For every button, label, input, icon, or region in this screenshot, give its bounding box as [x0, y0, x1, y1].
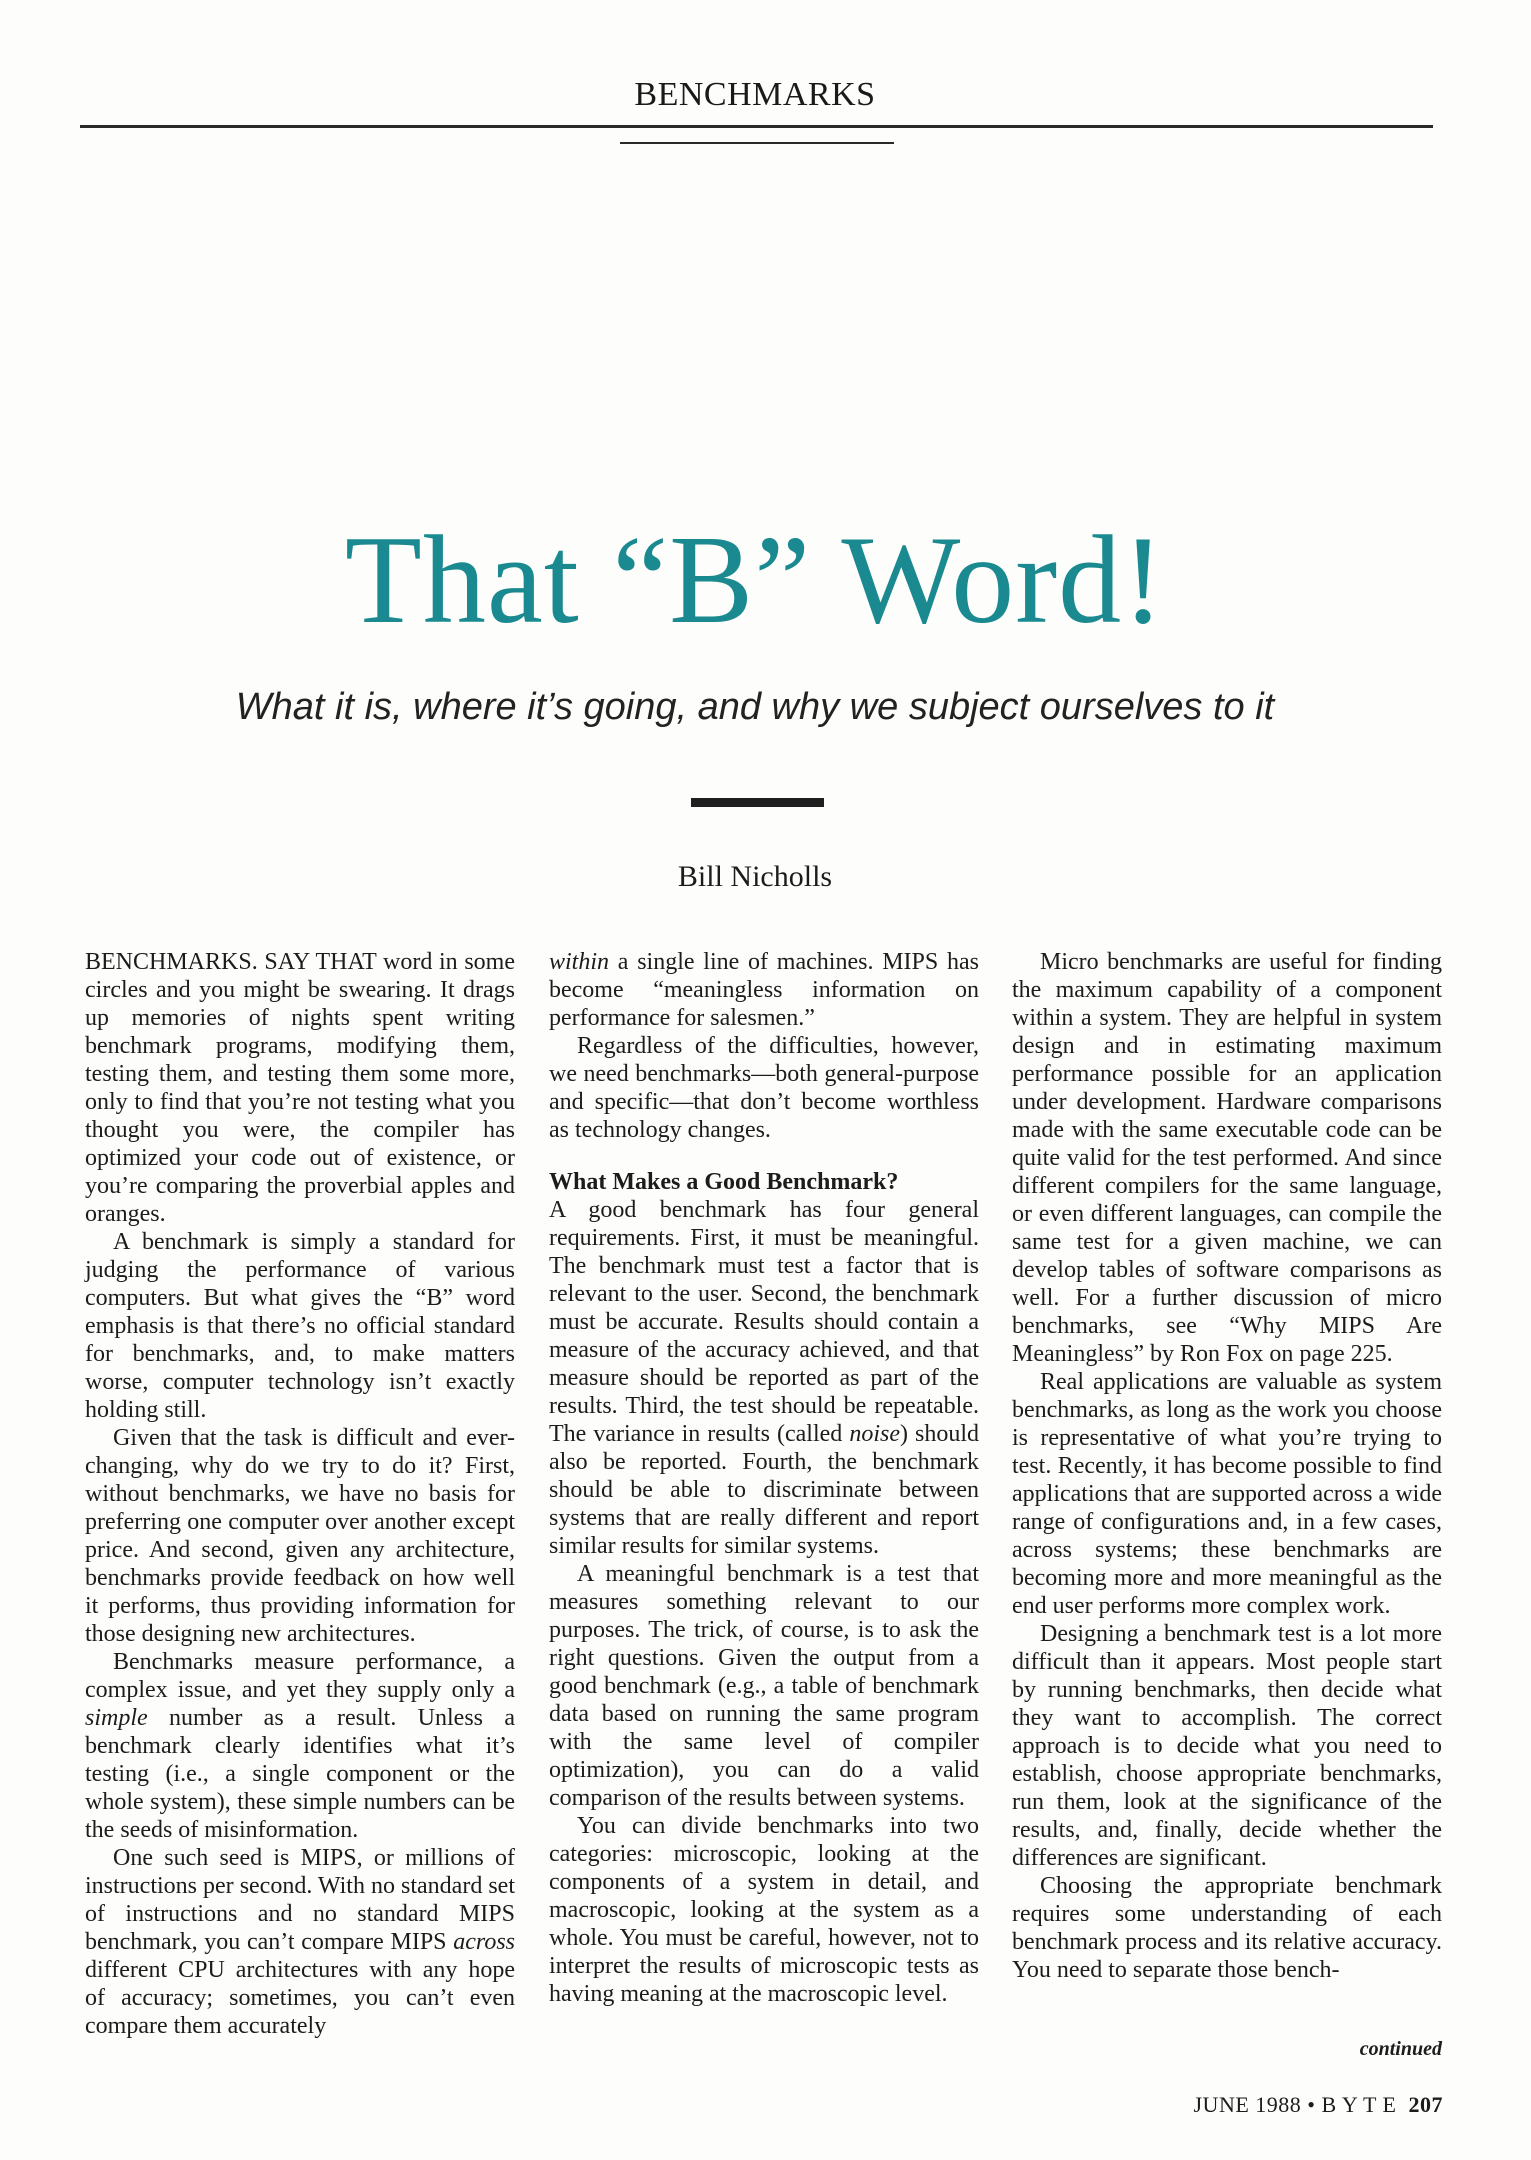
header-rule: [80, 125, 1433, 128]
author-byline: Bill Nicholls: [677, 860, 833, 893]
issue-line: JUNE 1988 • B Y T E: [1193, 2092, 1397, 2117]
header-subrule: [620, 142, 894, 144]
body-column-3: [1012, 948, 1442, 1984]
byline-divider: [691, 798, 824, 807]
paragraph: A good benchmark has four general requirements. First, it must be meaningful. The benchmark must test a factor that is relevant to the user. Second, the benchmark must be accurate. Results should contain a measure of the accuracy achieved, and that measure should be reported as part of the results. Third, the test should be repeatable. The variance in results (called noise) should also be reported. Fourth, the benchmark should be able to discriminate between systems that are really different and report similar results for similar systems.: [549, 1197, 980, 1559]
article-subtitle: What it is, where it’s going, and why we subject ourselves to it: [235, 686, 1275, 728]
section-label: BENCHMARKS: [634, 76, 876, 113]
paragraph: Micro benchmarks are useful for finding the maximum capability of a component within a system. They are helpful in system design and in estimating maximum performance possible for an application under development. Hardware comparisons made with the same executable code can be quite valid for the test performed. And since different compilers for the same language, or even different languages, can compile the same test for a given machine, we can develop tables of software comparisons as well. For a further discussion of micro benchmarks, see “Why MIPS Are Meaningless” by Ron Fox on page 225.: [1012, 949, 1442, 1367]
paragraph: A benchmark is simply a standard for judging the performance of various computers. But what gives the “B” word emphasis is that there’s no official standard for benchmarks, and, to make matters worse, computer technology isn’t exactly holding still.: [85, 1229, 515, 1423]
emphasis: across: [453, 1929, 515, 1955]
body-column-1: [85, 948, 515, 2040]
paragraph: Choosing the appropriate benchmark requires some understanding of each benchmark process and its relative accuracy. You need to separate those bench-: [1012, 1873, 1442, 1983]
paragraph: One such seed is MIPS, or millions of instructions per second. With no standard set of instructions and no standard MIPS benchmark, you can’t compare MIPS across different CPU architectures with any hope of accuracy; sometimes, you can’t even compare them accurately: [85, 1845, 515, 2039]
emphasis: noise: [849, 1421, 900, 1447]
emphasis: simple: [85, 1705, 148, 1731]
page-number: 207: [1408, 2092, 1443, 2117]
paragraph: Designing a benchmark test is a lot more difficult than it appears. Most people start by running benchmarks, then decide what they want to accomplish. The correct approach is to decide what you need to establish, choose appropriate benchmarks, run them, look at the significance of the results, and, finally, decide whether the differences are significant.: [1012, 1621, 1442, 1871]
article-title: That “B” Word!: [344, 511, 1166, 650]
body-column-2: [549, 948, 979, 2008]
paragraph: A meaningful benchmark is a test that measures something relevant to our purposes. The trick, of course, is to ask the right questions. Given the output from a good benchmark (e.g., a table of benchmark data based on running the same program with the same level of compiler optimization), you can do a valid comparison of the results between systems.: [549, 1561, 979, 1811]
paragraph: Benchmarks measure performance, a complex issue, and yet they supply only a simple number as a result. Unless a benchmark clearly identifies what it’s testing (i.e., a single component or the whole system), these simple numbers can be the seeds of misinformation.: [85, 1649, 515, 1843]
paragraph: within a single line of machines. MIPS has become “meaningless information on performance for salesmen.”: [549, 949, 979, 1031]
section-heading: What Makes a Good Benchmark?: [549, 1169, 899, 1195]
paragraph: Given that the task is difficult and ever-changing, why do we try to do it? First, without benchmarks, we have no basis for preferring one computer over another except price. And second, given any architecture, benchmarks provide feedback on how well it performs, thus providing information for those designing new architectures.: [85, 1425, 515, 1647]
page-footer: [1000, 2092, 1443, 2118]
paragraph: Regardless of the difficulties, however, we need benchmarks—both general-purpose and specific—that don’t become worthless as technology changes.: [549, 1033, 979, 1143]
paragraph: Real applications are valuable as system benchmarks, as long as the work you choose is representative of what you’re trying to test. Recently, it has become possible to find applications that are supported across a wide range of configurations and, in a few cases, across systems; these benchmarks are becoming more and more meaningful as the end user performs more complex work.: [1012, 1369, 1442, 1619]
paragraph: You can divide benchmarks into two categories: microscopic, looking at the components of a system in detail, and macroscopic, looking at the system as a whole. You must be careful, however, not to interpret the results of microscopic tests as having meaning at the macroscopic level.: [549, 1813, 979, 2007]
continued-label: continued: [1359, 2038, 1442, 2060]
paragraph: BENCHMARKS. SAY THAT word in some circles and you might be swearing. It drags up memories of nights spent writing benchmark programs, modifying them, testing them, and testing them some more, only to find that you’re not testing what you thought you were, the compiler has optimized your code out of existence, or you’re comparing the proverbial apples and oranges.: [85, 949, 515, 1227]
emphasis: within: [549, 949, 610, 975]
